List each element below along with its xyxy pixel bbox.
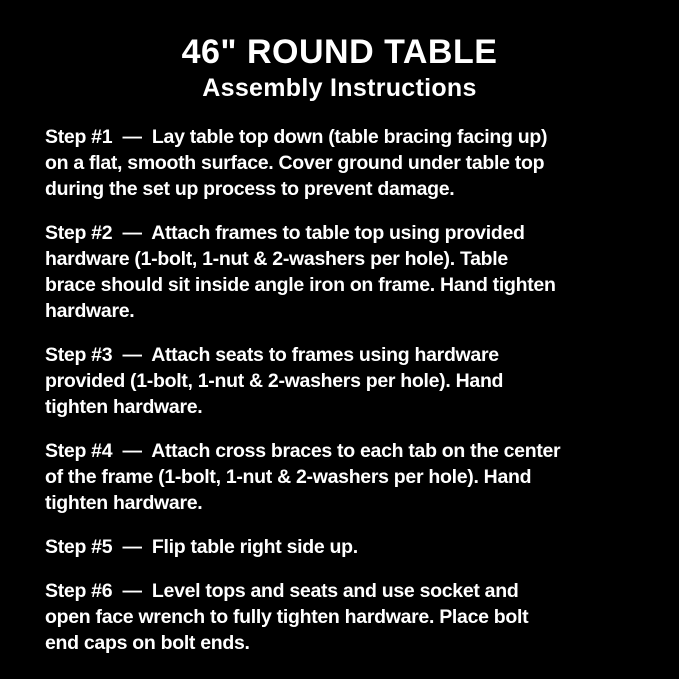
step-2 xyxy=(45,220,649,324)
step-3-line-3: tighten hardware. xyxy=(45,396,203,418)
step-2-line-2: hardware (1-bolt, 1-nut & 2-washers per hole). Table xyxy=(45,248,508,270)
page-subtitle: Assembly Instructions xyxy=(202,74,477,102)
poster-header xyxy=(0,0,679,103)
page-title: 46" ROUND TABLE xyxy=(181,33,498,71)
step-5-line-1: Step #5 — Flip table right side up. xyxy=(45,536,358,558)
step-3-line-2: provided (1-bolt, 1-nut & 2-washers per hole). Hand xyxy=(45,370,504,392)
step-3 xyxy=(45,342,649,420)
step-4-line-1: Step #4 — Attach cross braces to each tab on the center xyxy=(45,440,561,462)
step-5 xyxy=(45,534,649,560)
step-3-line-1: Step #3 — Attach seats to frames using hardware xyxy=(45,344,499,366)
step-6-line-1: Step #6 — Level tops and seats and use socket and xyxy=(45,580,519,602)
step-1-line-2: on a flat, smooth surface. Cover ground under table top xyxy=(45,152,545,174)
step-6 xyxy=(45,578,649,656)
step-6-line-2: open face wrench to fully tighten hardware. Place bolt xyxy=(45,606,529,628)
step-2-line-1: Step #2 — Attach frames to table top using provided xyxy=(45,222,525,244)
step-2-line-4: hardware. xyxy=(45,300,135,322)
step-2-line-3: brace should sit inside angle iron on frame. Hand tighten xyxy=(45,274,556,296)
step-1 xyxy=(45,124,649,202)
step-4-line-3: tighten hardware. xyxy=(45,492,203,514)
step-4 xyxy=(45,438,649,516)
step-4-line-2: of the frame (1-bolt, 1-nut & 2-washers per hole). Hand xyxy=(45,466,532,488)
steps-list xyxy=(0,124,679,656)
step-1-line-1: Step #1 — Lay table top down (table bracing facing up) xyxy=(45,126,548,148)
step-1-line-3: during the set up process to prevent damage. xyxy=(45,178,455,200)
step-6-line-3: end caps on bolt ends. xyxy=(45,632,250,654)
